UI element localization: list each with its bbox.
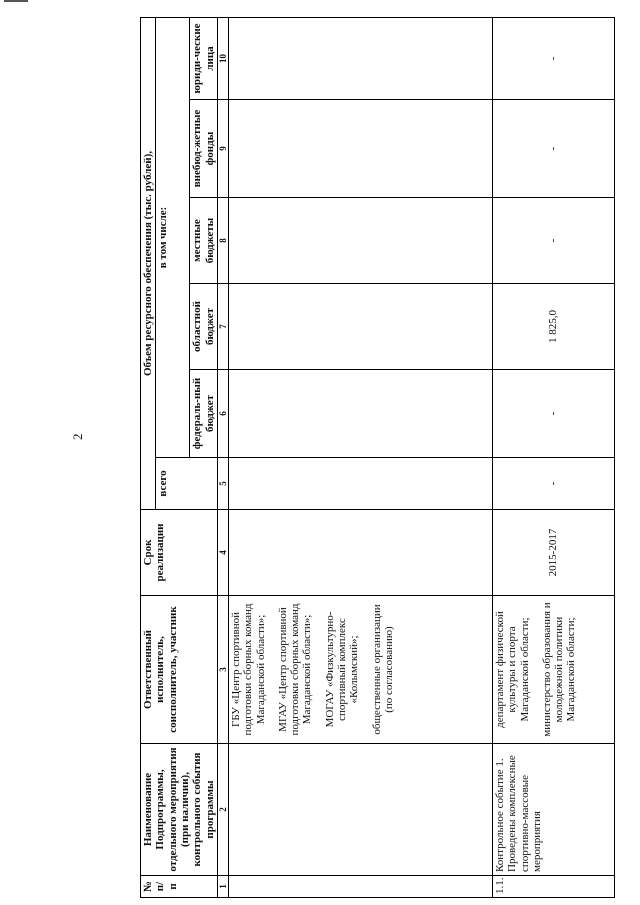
header-legal: юриди-ческие лица bbox=[190, 17, 218, 99]
header-term: Срок реализации bbox=[141, 510, 218, 596]
executor-entry: МОГАУ «Физкультурно-спортивный комплекс «Колымский»; bbox=[323, 611, 361, 728]
row-total: - bbox=[492, 458, 614, 510]
rotated-table-wrapper bbox=[140, 18, 620, 898]
page-number: 2 bbox=[70, 433, 85, 440]
row-extrabudget bbox=[228, 100, 492, 198]
header-funding: Объем ресурсного обеспечения (тыс. рублей), bbox=[141, 17, 156, 509]
table-row bbox=[492, 17, 614, 897]
row-extrabudget: - bbox=[492, 100, 614, 198]
row-term bbox=[228, 510, 492, 596]
column-number: 8 bbox=[217, 198, 228, 284]
row-name: Контрольное событие 1. Проведены комплексные спортивно-массовые мероприятия bbox=[492, 744, 614, 876]
column-number: 4 bbox=[217, 510, 228, 596]
header-total: всего bbox=[156, 458, 218, 510]
column-number: 9 bbox=[217, 100, 228, 198]
header-federal: федераль-ный бюджет bbox=[190, 370, 218, 458]
column-number: 2 bbox=[217, 744, 228, 876]
row-term: 2015-2017 bbox=[492, 510, 614, 596]
row-legal bbox=[228, 17, 492, 99]
row-total bbox=[228, 458, 492, 510]
row-num: 1.1. bbox=[492, 876, 614, 898]
row-executors bbox=[228, 596, 492, 744]
table-row bbox=[228, 17, 492, 897]
column-number: 3 bbox=[217, 596, 228, 744]
column-number-row bbox=[217, 17, 228, 897]
row-local: - bbox=[492, 198, 614, 284]
row-regional bbox=[228, 284, 492, 370]
header-regional: областной бюджет bbox=[190, 284, 218, 370]
header-executor: Ответственный исполнитель, соисполнитель, участник bbox=[141, 596, 218, 744]
row-federal: - bbox=[492, 370, 614, 458]
column-number: 1 bbox=[217, 876, 228, 898]
column-number: 5 bbox=[217, 458, 228, 510]
header-including: в том числе: bbox=[156, 17, 190, 457]
row-legal: - bbox=[492, 17, 614, 99]
header-name: Наименование Подпрограммы, отдельного мероприятия (при наличии), контрольного события программы bbox=[141, 744, 218, 876]
header-num: № п/п bbox=[141, 876, 218, 898]
row-num bbox=[228, 876, 492, 898]
row-local bbox=[228, 198, 492, 284]
executor-entry: министерство образования и молодежной политики Магаданской области; bbox=[540, 602, 578, 737]
row-federal bbox=[228, 370, 492, 458]
executor-entry: общественные организации (по согласованию) bbox=[370, 604, 395, 735]
header-extrabudget: внебюд-жетные фонды bbox=[190, 100, 218, 198]
header-row-1 bbox=[141, 17, 156, 897]
executor-entry: МГАУ «Центр спортивной подготовки сборных команд Магаданской области»; bbox=[276, 603, 314, 736]
column-number: 7 bbox=[217, 284, 228, 370]
row-name bbox=[228, 744, 492, 876]
resource-table bbox=[140, 17, 615, 898]
header-local: местные бюджеты bbox=[190, 198, 218, 284]
executor-entry: департамент физической культуры и спорта Магаданской области; bbox=[493, 611, 531, 728]
executor-entry: ГБУ «Центр спортивной подготовки сборных команд Магаданской области»; bbox=[229, 603, 267, 736]
row-executors bbox=[492, 596, 614, 744]
column-number: 6 bbox=[217, 370, 228, 458]
row-regional: 1 825,0 bbox=[492, 284, 614, 370]
column-number: 10 bbox=[217, 17, 228, 99]
